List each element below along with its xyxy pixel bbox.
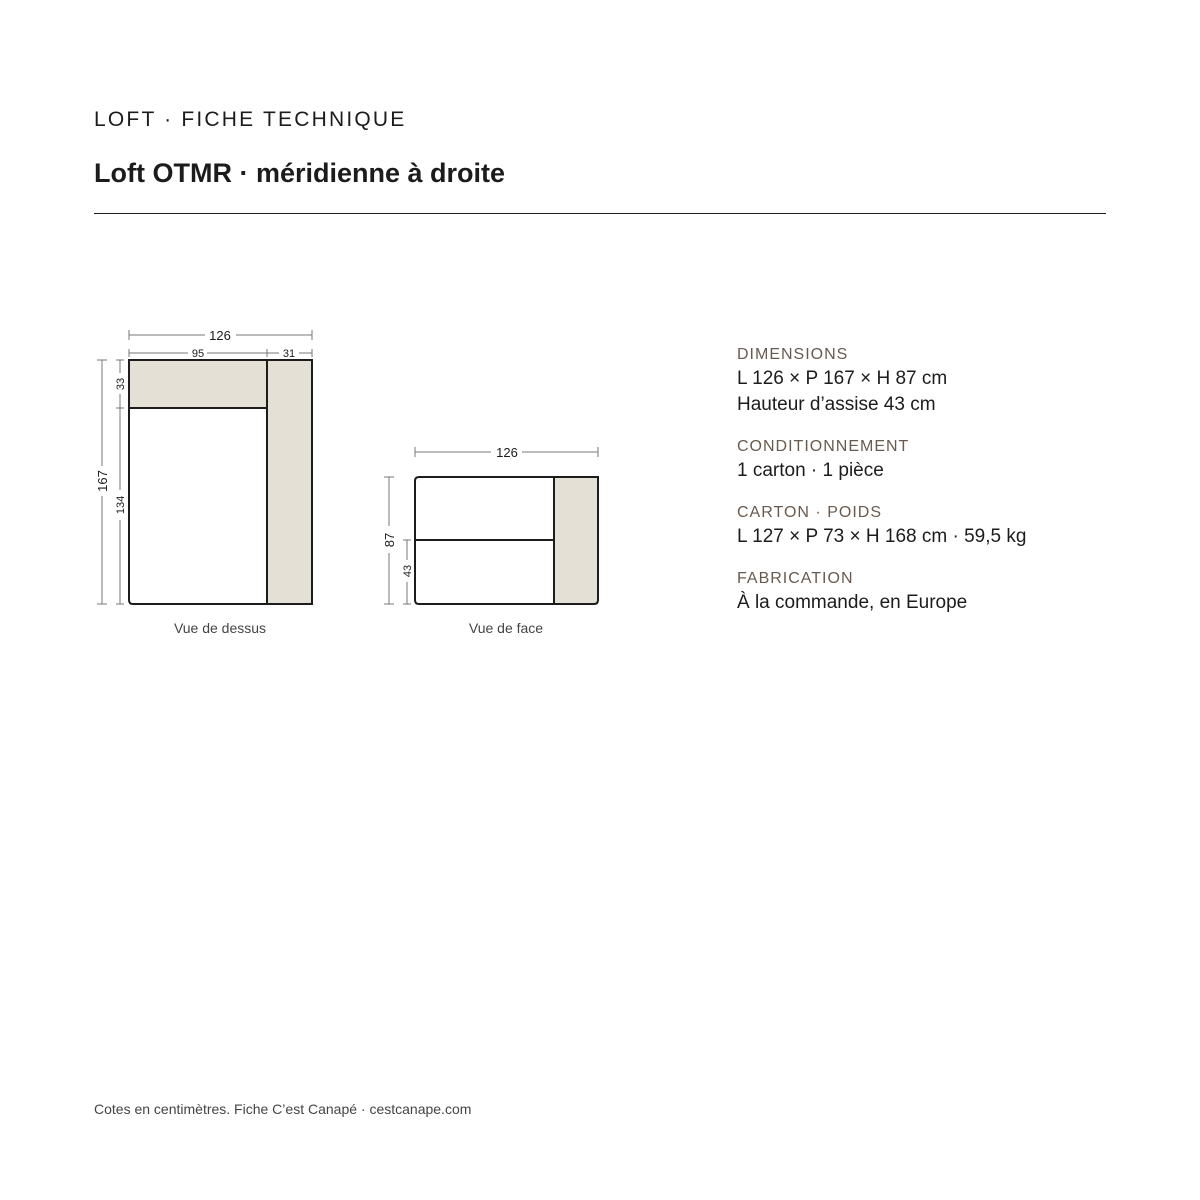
top-view-label-width-chaise: 31 xyxy=(282,348,296,360)
top-view-label-width-total: 126 xyxy=(209,328,231,343)
spec-value: Hauteur d’assise 43 cm xyxy=(737,394,936,415)
spec-label: FABRICATION xyxy=(737,570,854,587)
spec-list xyxy=(737,344,1157,634)
top-view-label-width-seat: 95 xyxy=(191,348,205,360)
spec-label: CARTON · POIDS xyxy=(737,504,882,521)
front-view-label-height-total: 87 xyxy=(382,532,397,548)
top-view-chaise xyxy=(267,360,312,604)
spec-label: CONDITIONNEMENT xyxy=(737,438,910,455)
front-view-label-height-seat: 43 xyxy=(402,564,414,578)
spec-dimensions xyxy=(737,344,1157,418)
spec-label: DIMENSIONS xyxy=(737,346,849,363)
top-view-drawing xyxy=(95,328,312,604)
top-view-caption: Vue de dessus xyxy=(173,620,267,636)
top-view-label-depth-back: 33 xyxy=(115,377,127,391)
top-view-label-depth-total: 167 xyxy=(95,470,110,492)
top-view-label-depth-seat: 134 xyxy=(115,495,127,515)
spec-carton-weight xyxy=(737,502,1157,550)
front-view-chaise xyxy=(554,477,598,604)
page-kicker: LOFT · FICHE TECHNIQUE xyxy=(94,108,407,131)
footer-note: Cotes en centimètres. Fiche C’est Canapé · cestcanape.com xyxy=(94,1101,472,1117)
spec-value: L 126 × P 167 × H 87 cm xyxy=(737,368,948,389)
front-view-drawing xyxy=(382,445,598,604)
spec-value: À la commande, en Europe xyxy=(737,592,968,613)
spec-value: L 127 × P 73 × H 168 cm · 59,5 kg xyxy=(737,526,1027,547)
front-view-caption: Vue de face xyxy=(468,620,544,636)
spec-manufacturing xyxy=(737,568,1157,616)
top-view-back-cushion xyxy=(129,360,267,408)
spec-packaging xyxy=(737,436,1157,484)
page-title: Loft OTMR · méridienne à droite xyxy=(94,158,506,188)
front-view-label-width-total: 126 xyxy=(496,445,518,460)
spec-value: 1 carton · 1 pièce xyxy=(737,460,884,481)
top-view-dim-depth-parts xyxy=(116,360,124,604)
